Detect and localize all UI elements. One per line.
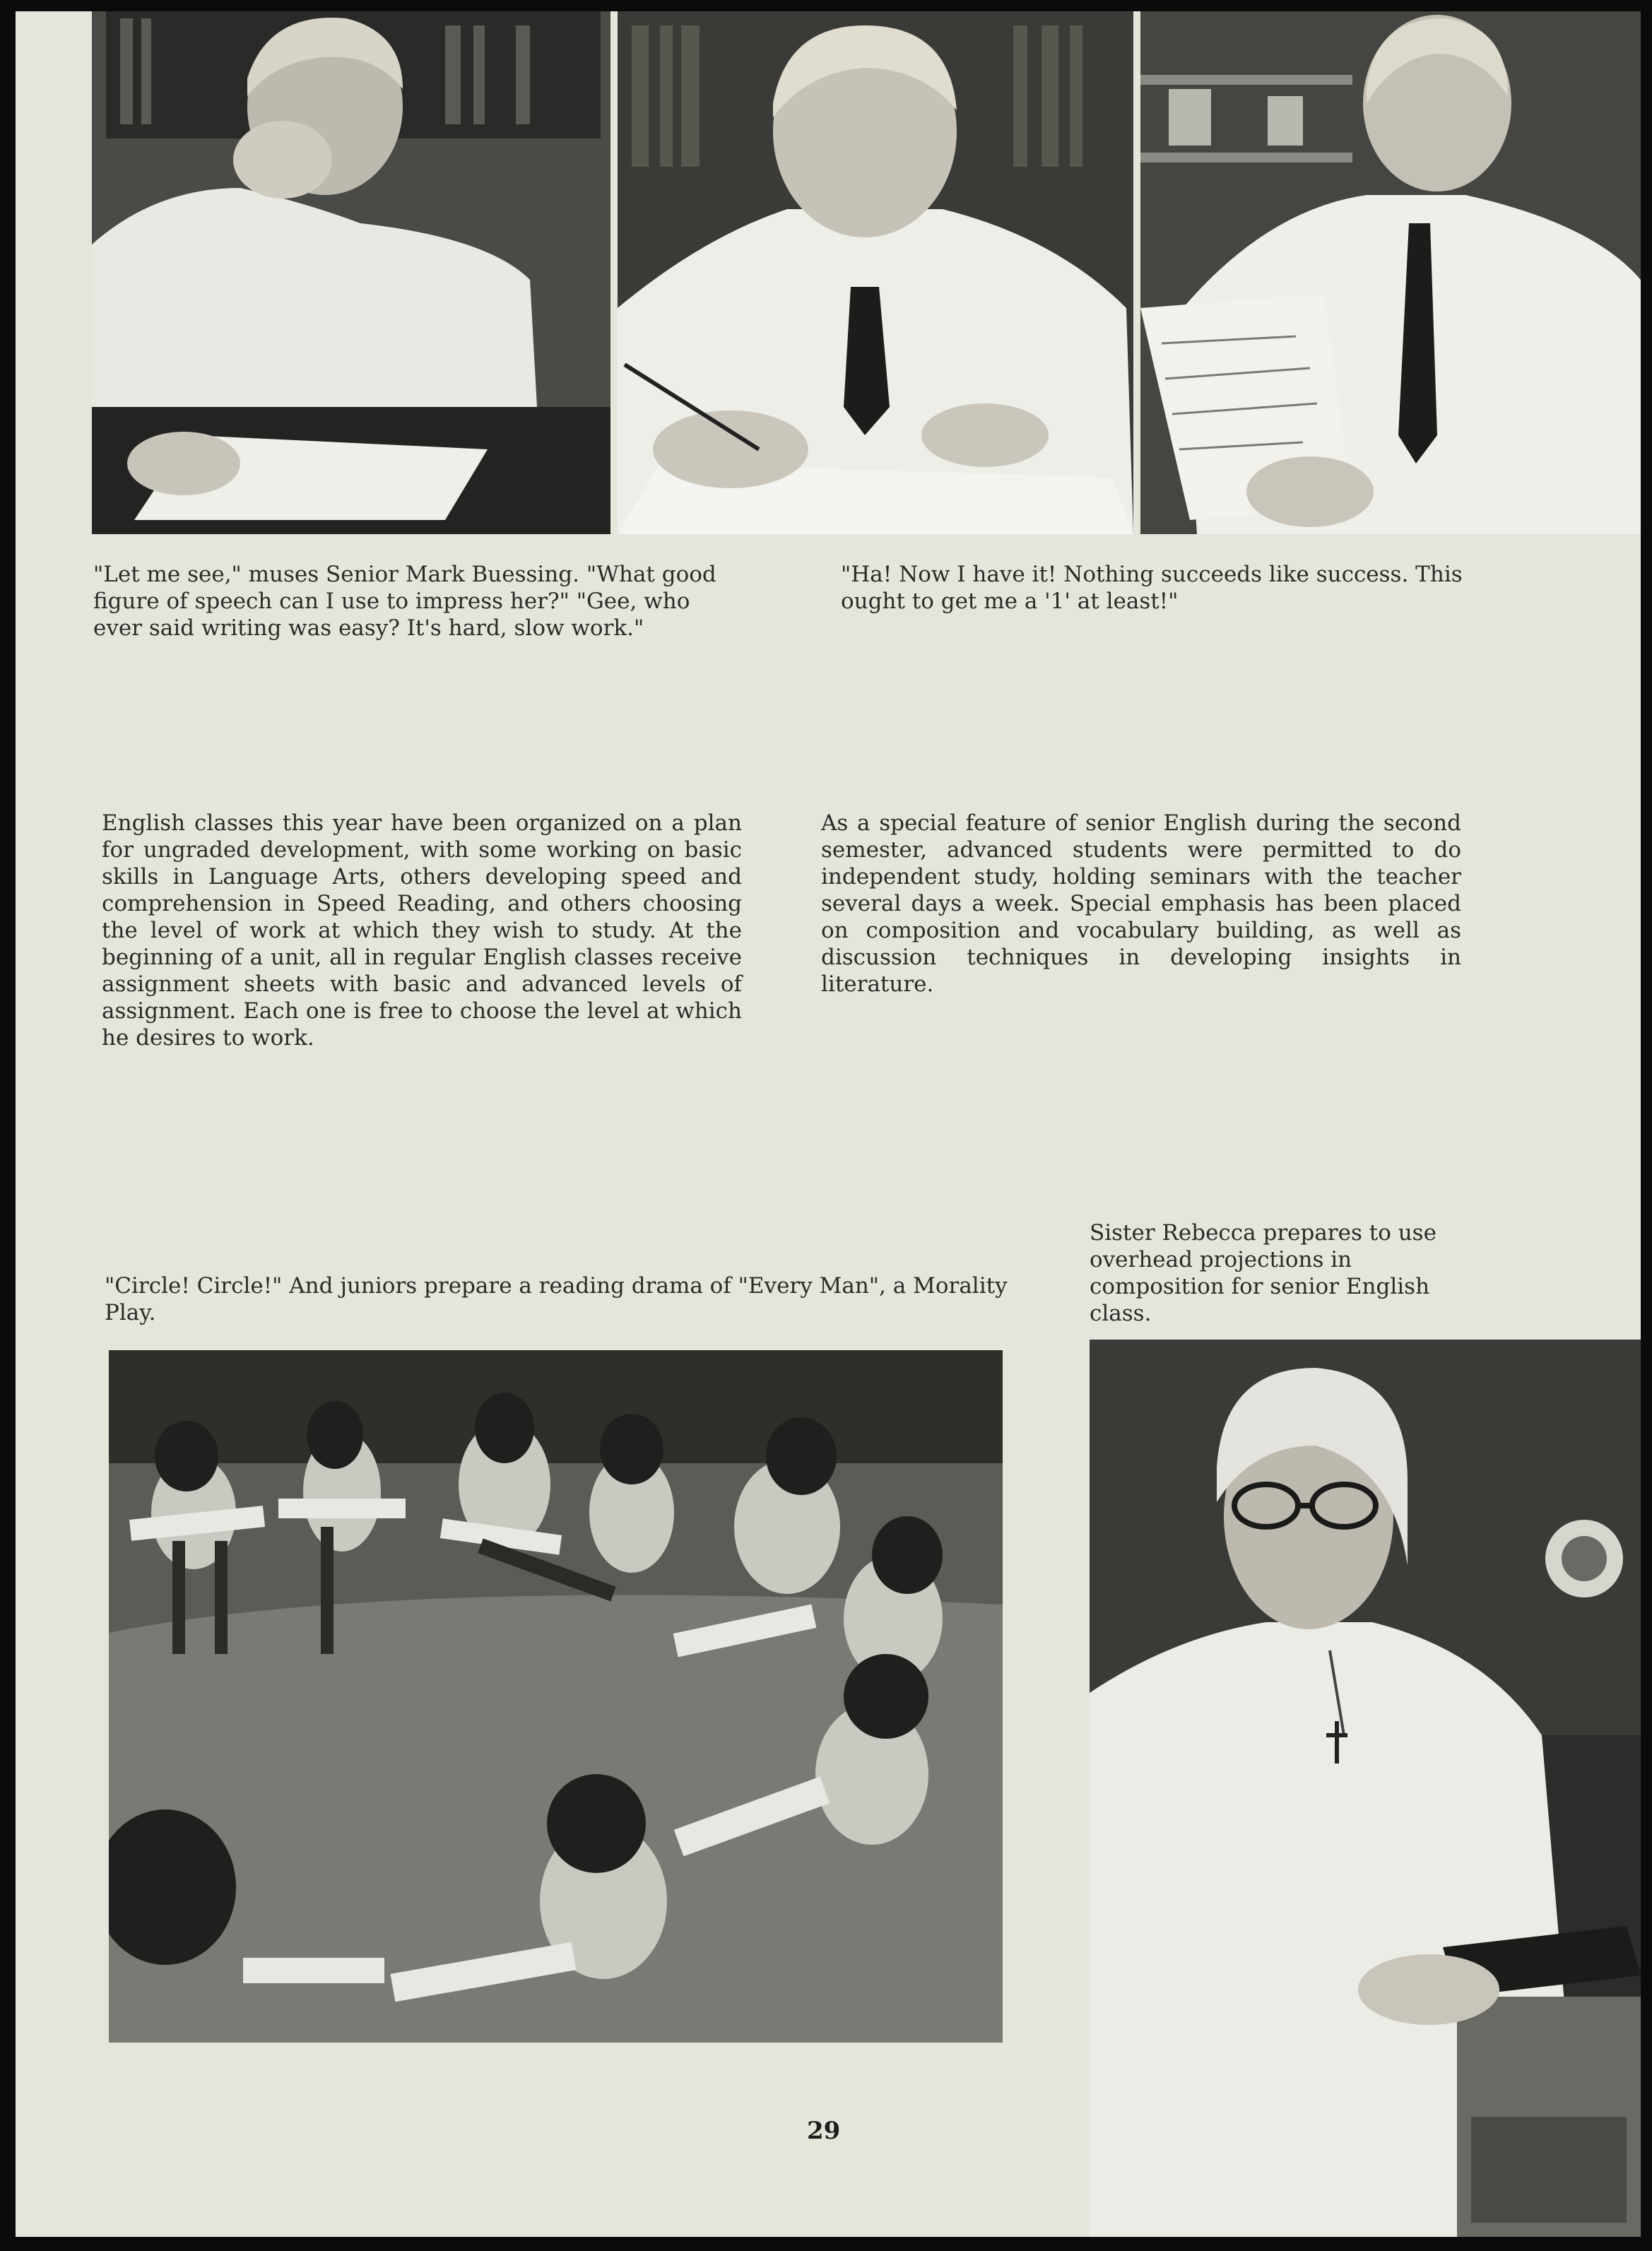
photo-student-thinking-art <box>92 11 610 534</box>
photo-sister-with-projector-art <box>1090 1340 1641 2237</box>
photo-student-with-paper <box>1140 11 1641 534</box>
caption-mark-buessing: "Let me see," muses Senior Mark Buessing. "What good figure of speech can I use to impress her?" "Gee, who ever said writing was easy? It's hard, slow work." <box>93 562 716 641</box>
yearbook-page <box>16 11 1641 2237</box>
caption-sister-rebecca: Sister Rebecca prepares to use overhead projections in composition for senior English class. <box>1090 1220 1436 1326</box>
photo-student-thinking <box>92 11 610 534</box>
photo-student-writing <box>618 11 1133 534</box>
body-text-right: As a special feature of senior English during the second semester, advanced students were permitted to do independent study, holding seminars with the teacher several days a week. Special emphasis has been placed on composition and vocabulary building, as well as discussion techniques in developing insights in literature. <box>821 810 1461 997</box>
caption-circle-reading-drama: "Circle! Circle!" And juniors prepare a reading drama of "Every Man", a Morality Play. <box>105 1273 1008 1325</box>
page-number: 29 <box>807 2117 841 2145</box>
photo-juniors-reading-circle <box>109 1350 1003 2043</box>
photo-sister-with-projector <box>1090 1340 1641 2237</box>
caption-success: "Ha! Now I have it! Nothing succeeds like success. This ought to get me a '1' at least!" <box>841 562 1463 614</box>
photo-student-with-paper-art <box>1140 11 1641 534</box>
photo-student-writing-art <box>618 11 1133 534</box>
body-text-left: English classes this year have been organized on a plan for ungraded development, with some working on basic skills in Language Arts, others developing speed and comprehension in Speed Reading, and others choosing the level of work at which they wish to study. At the beginning of a unit, all in regular English classes receive assignment sheets with basic and advanced levels of assignment. Each one is free to choose the level at which he desires to work. <box>102 810 742 1051</box>
photo-juniors-reading-circle-art <box>109 1350 1003 2043</box>
